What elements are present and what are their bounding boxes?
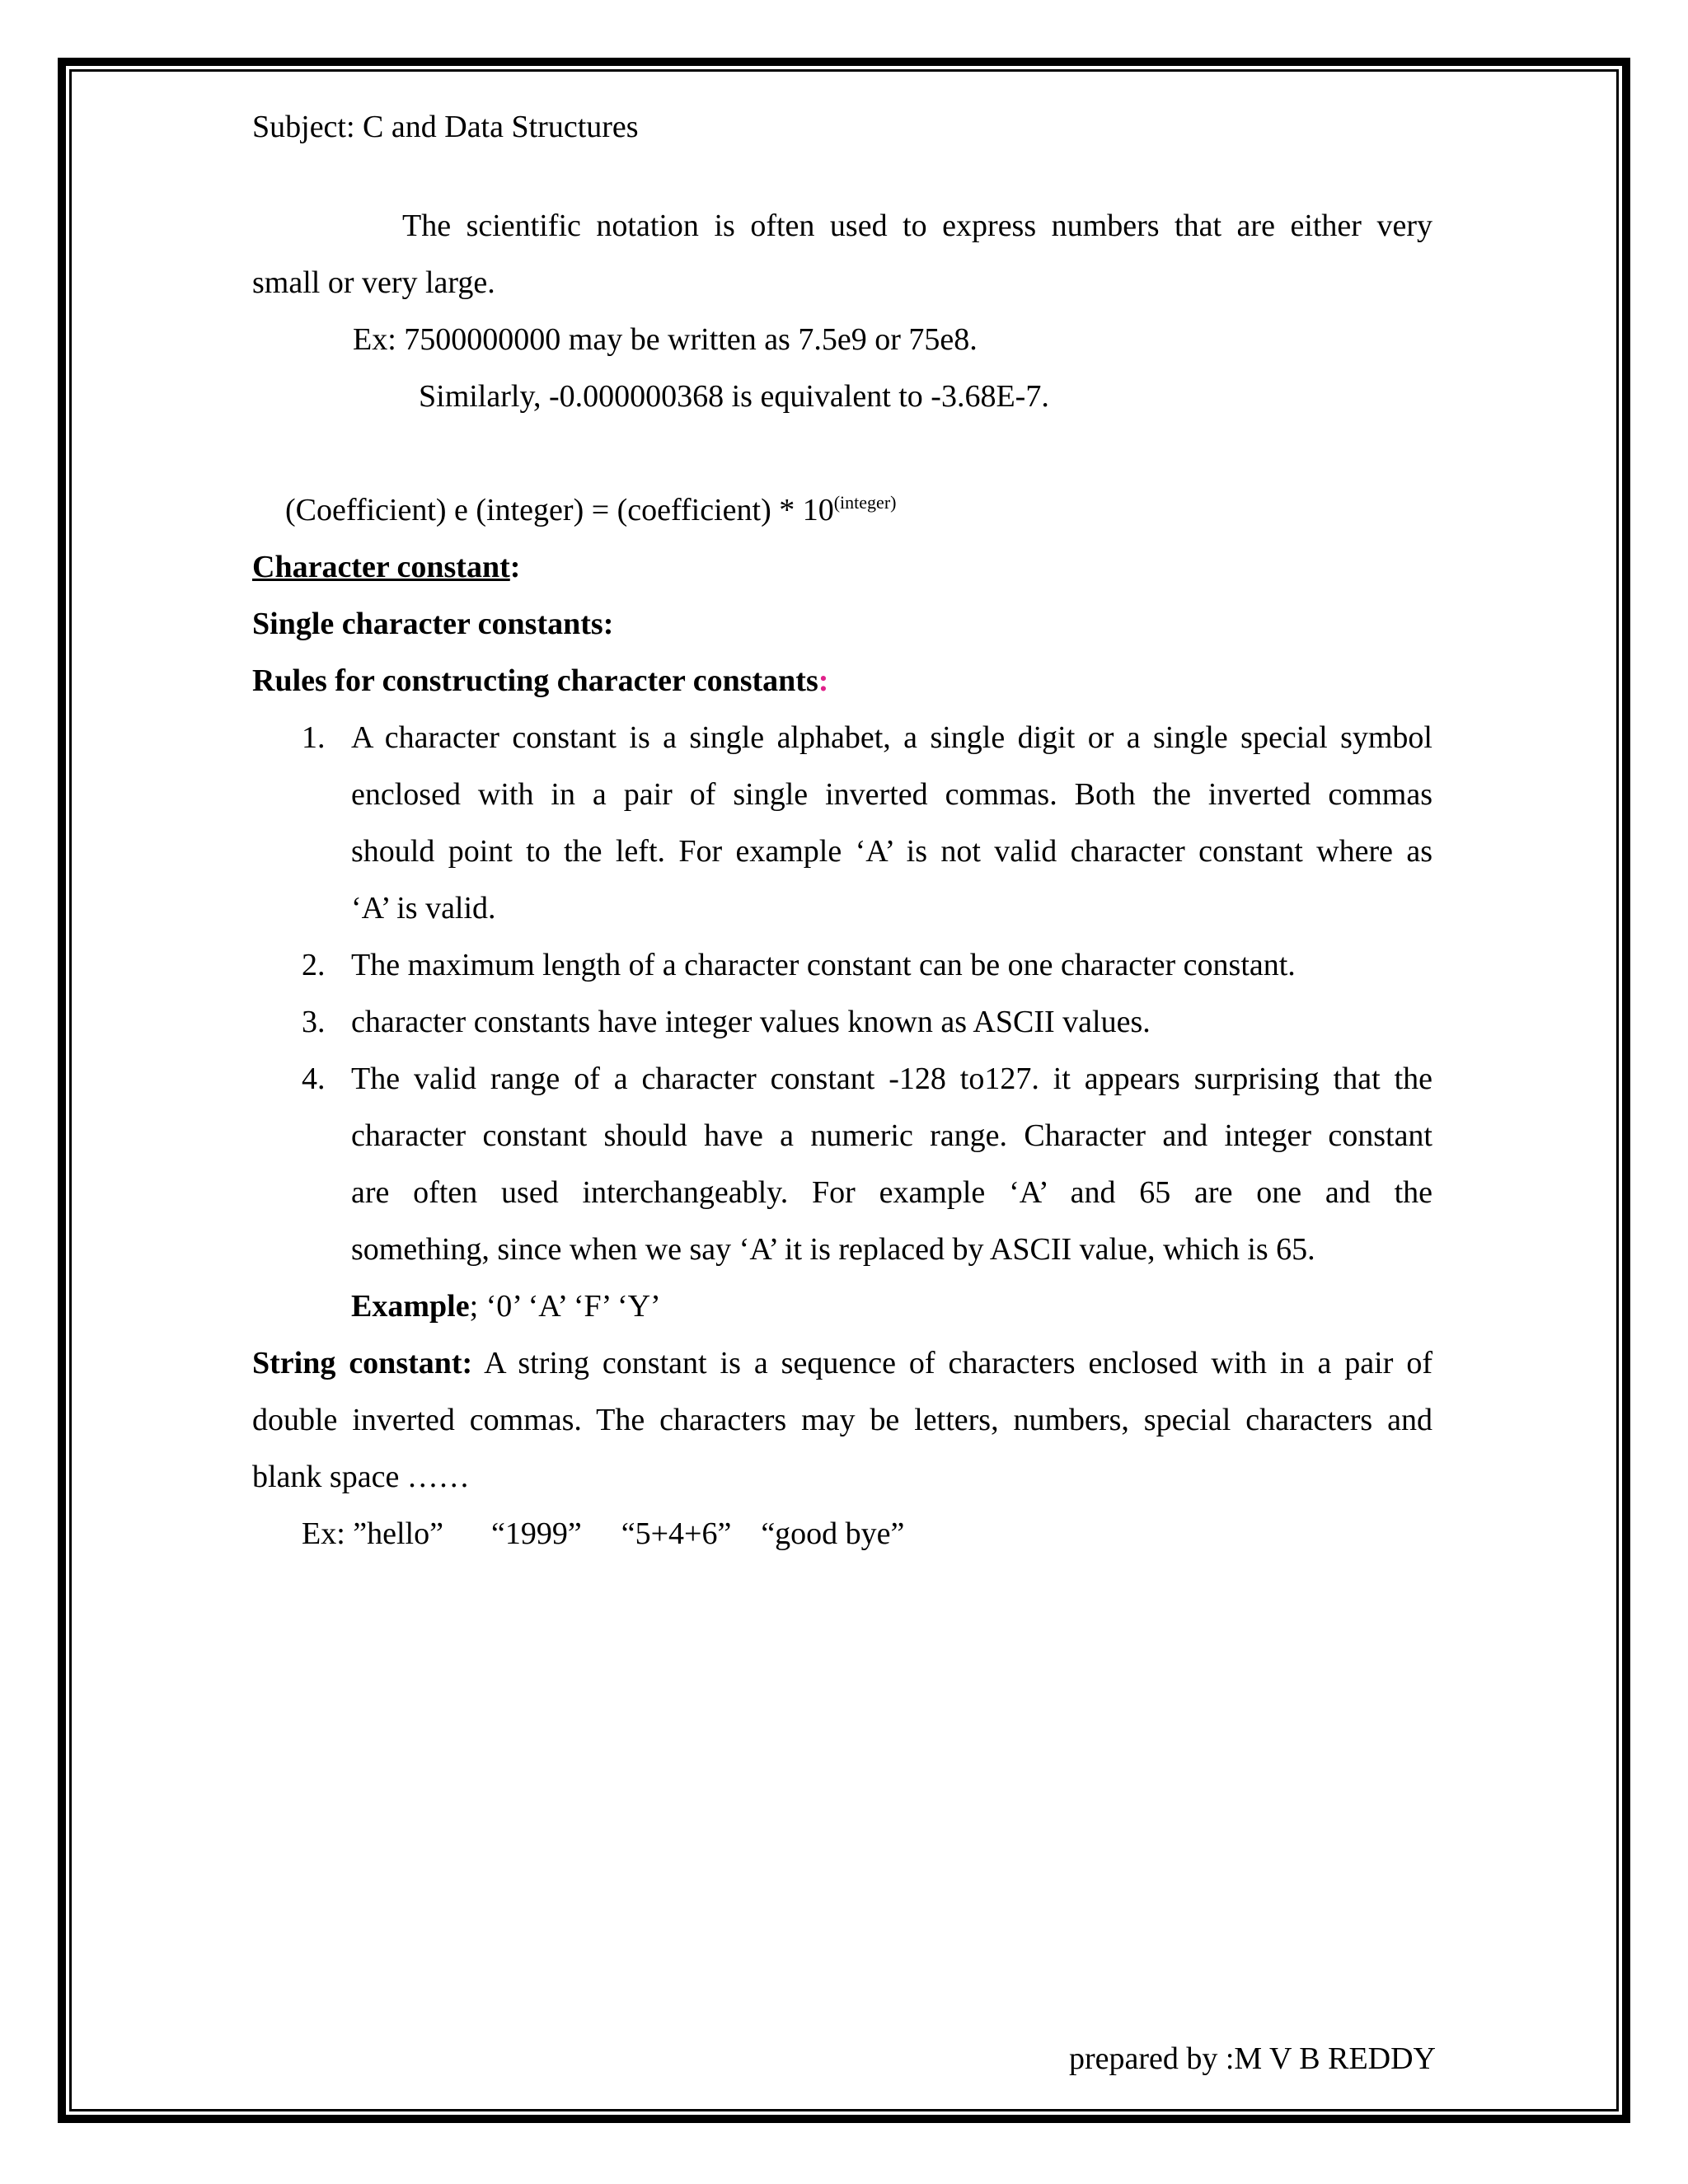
string-example-item: “good bye” <box>761 1516 905 1551</box>
sci-example-line: Ex: 7500000000 may be written as 7.5e9 or 75e8. <box>353 322 978 357</box>
example-label: Example <box>351 1289 470 1324</box>
list-item-line: character constants have integer values known as ASCII values. <box>351 1005 1151 1039</box>
rules-heading-colon: : <box>818 663 829 698</box>
string-constant-label: String constant: <box>252 1346 473 1380</box>
string-example-item: “5+4+6” <box>621 1516 732 1551</box>
spacer <box>252 156 1432 198</box>
string-example-label: Ex: ”hello” <box>302 1516 443 1551</box>
list-item <box>252 994 1432 1051</box>
string-constant-text: A string constant is a sequence of characters enclosed with in a pair of <box>472 1346 1432 1380</box>
sci-similarly-line: Similarly, -0.000000368 is equivalent to -3.68E-7. <box>419 379 1049 414</box>
sci-formula <box>252 482 1432 539</box>
list-item-number: 3. <box>302 1005 326 1039</box>
list-item-line: are often used interchangeably. For example ‘A’ and 65 are one and the <box>351 1175 1432 1210</box>
list-item-line: ‘A’ is valid. <box>351 891 496 926</box>
example-values: ; ‘0’ ‘A’ ‘F’ ‘Y’ <box>469 1289 661 1324</box>
list-item-number: 4. <box>302 1062 326 1096</box>
list-item-line: something, since when we say ‘A’ it is replaced by ASCII value, which is 65. <box>351 1232 1315 1267</box>
prepared-by-footer: prepared by :M V B REDDY <box>1068 2041 1436 2076</box>
heading-colon: : <box>509 550 521 584</box>
rules-heading-text: Rules for constructing character constants <box>252 663 818 698</box>
list-item-line: The maximum length of a character constant can be one character constant. <box>351 948 1296 982</box>
list-item-line: The valid range of a character constant -128 to127. it appears surprising that the <box>351 1062 1432 1096</box>
single-character-heading: Single character constants: <box>252 607 614 641</box>
list-item <box>252 937 1432 994</box>
example-line <box>351 1278 1432 1335</box>
character-constant-heading <box>252 539 1432 596</box>
spacer <box>252 425 1432 482</box>
rules-list <box>252 710 1432 1335</box>
list-item-line: enclosed with in a pair of single inverted commas. Both the inverted commas <box>351 777 1432 812</box>
string-example-line <box>252 1506 1432 1563</box>
character-constant-title: Character constant <box>252 550 510 584</box>
sci-paragraph-line2: small or very large. <box>252 265 495 300</box>
formula-superscript: (integer) <box>833 492 897 513</box>
page-content <box>252 99 1432 1563</box>
string-example-item: “1999” <box>490 1516 582 1551</box>
list-item-number: 2. <box>302 948 326 982</box>
string-constant-line2: double inverted commas. The characters may be letters, numbers, special characters and <box>252 1403 1432 1437</box>
formula-main: (Coefficient) e (integer) = (coefficient) * 10 <box>285 493 834 527</box>
list-item <box>252 710 1432 937</box>
list-item-number: 1. <box>302 720 326 755</box>
subject-header: Subject: C and Data Structures <box>252 110 639 144</box>
string-constant-line1 <box>252 1335 1432 1392</box>
rules-heading <box>252 653 1432 710</box>
string-constant-line3: blank space …… <box>252 1460 470 1494</box>
list-item-line: A character constant is a single alphabet, a single digit or a single special symbol <box>351 720 1432 755</box>
sci-paragraph-line1: The scientific notation is often used to express numbers that are either very <box>402 209 1432 243</box>
list-item-line: should point to the left. For example ‘A’ is not valid character constant where as <box>351 834 1432 869</box>
list-item-line: character constant should have a numeric range. Character and integer constant <box>351 1118 1432 1153</box>
list-item <box>252 1051 1432 1335</box>
